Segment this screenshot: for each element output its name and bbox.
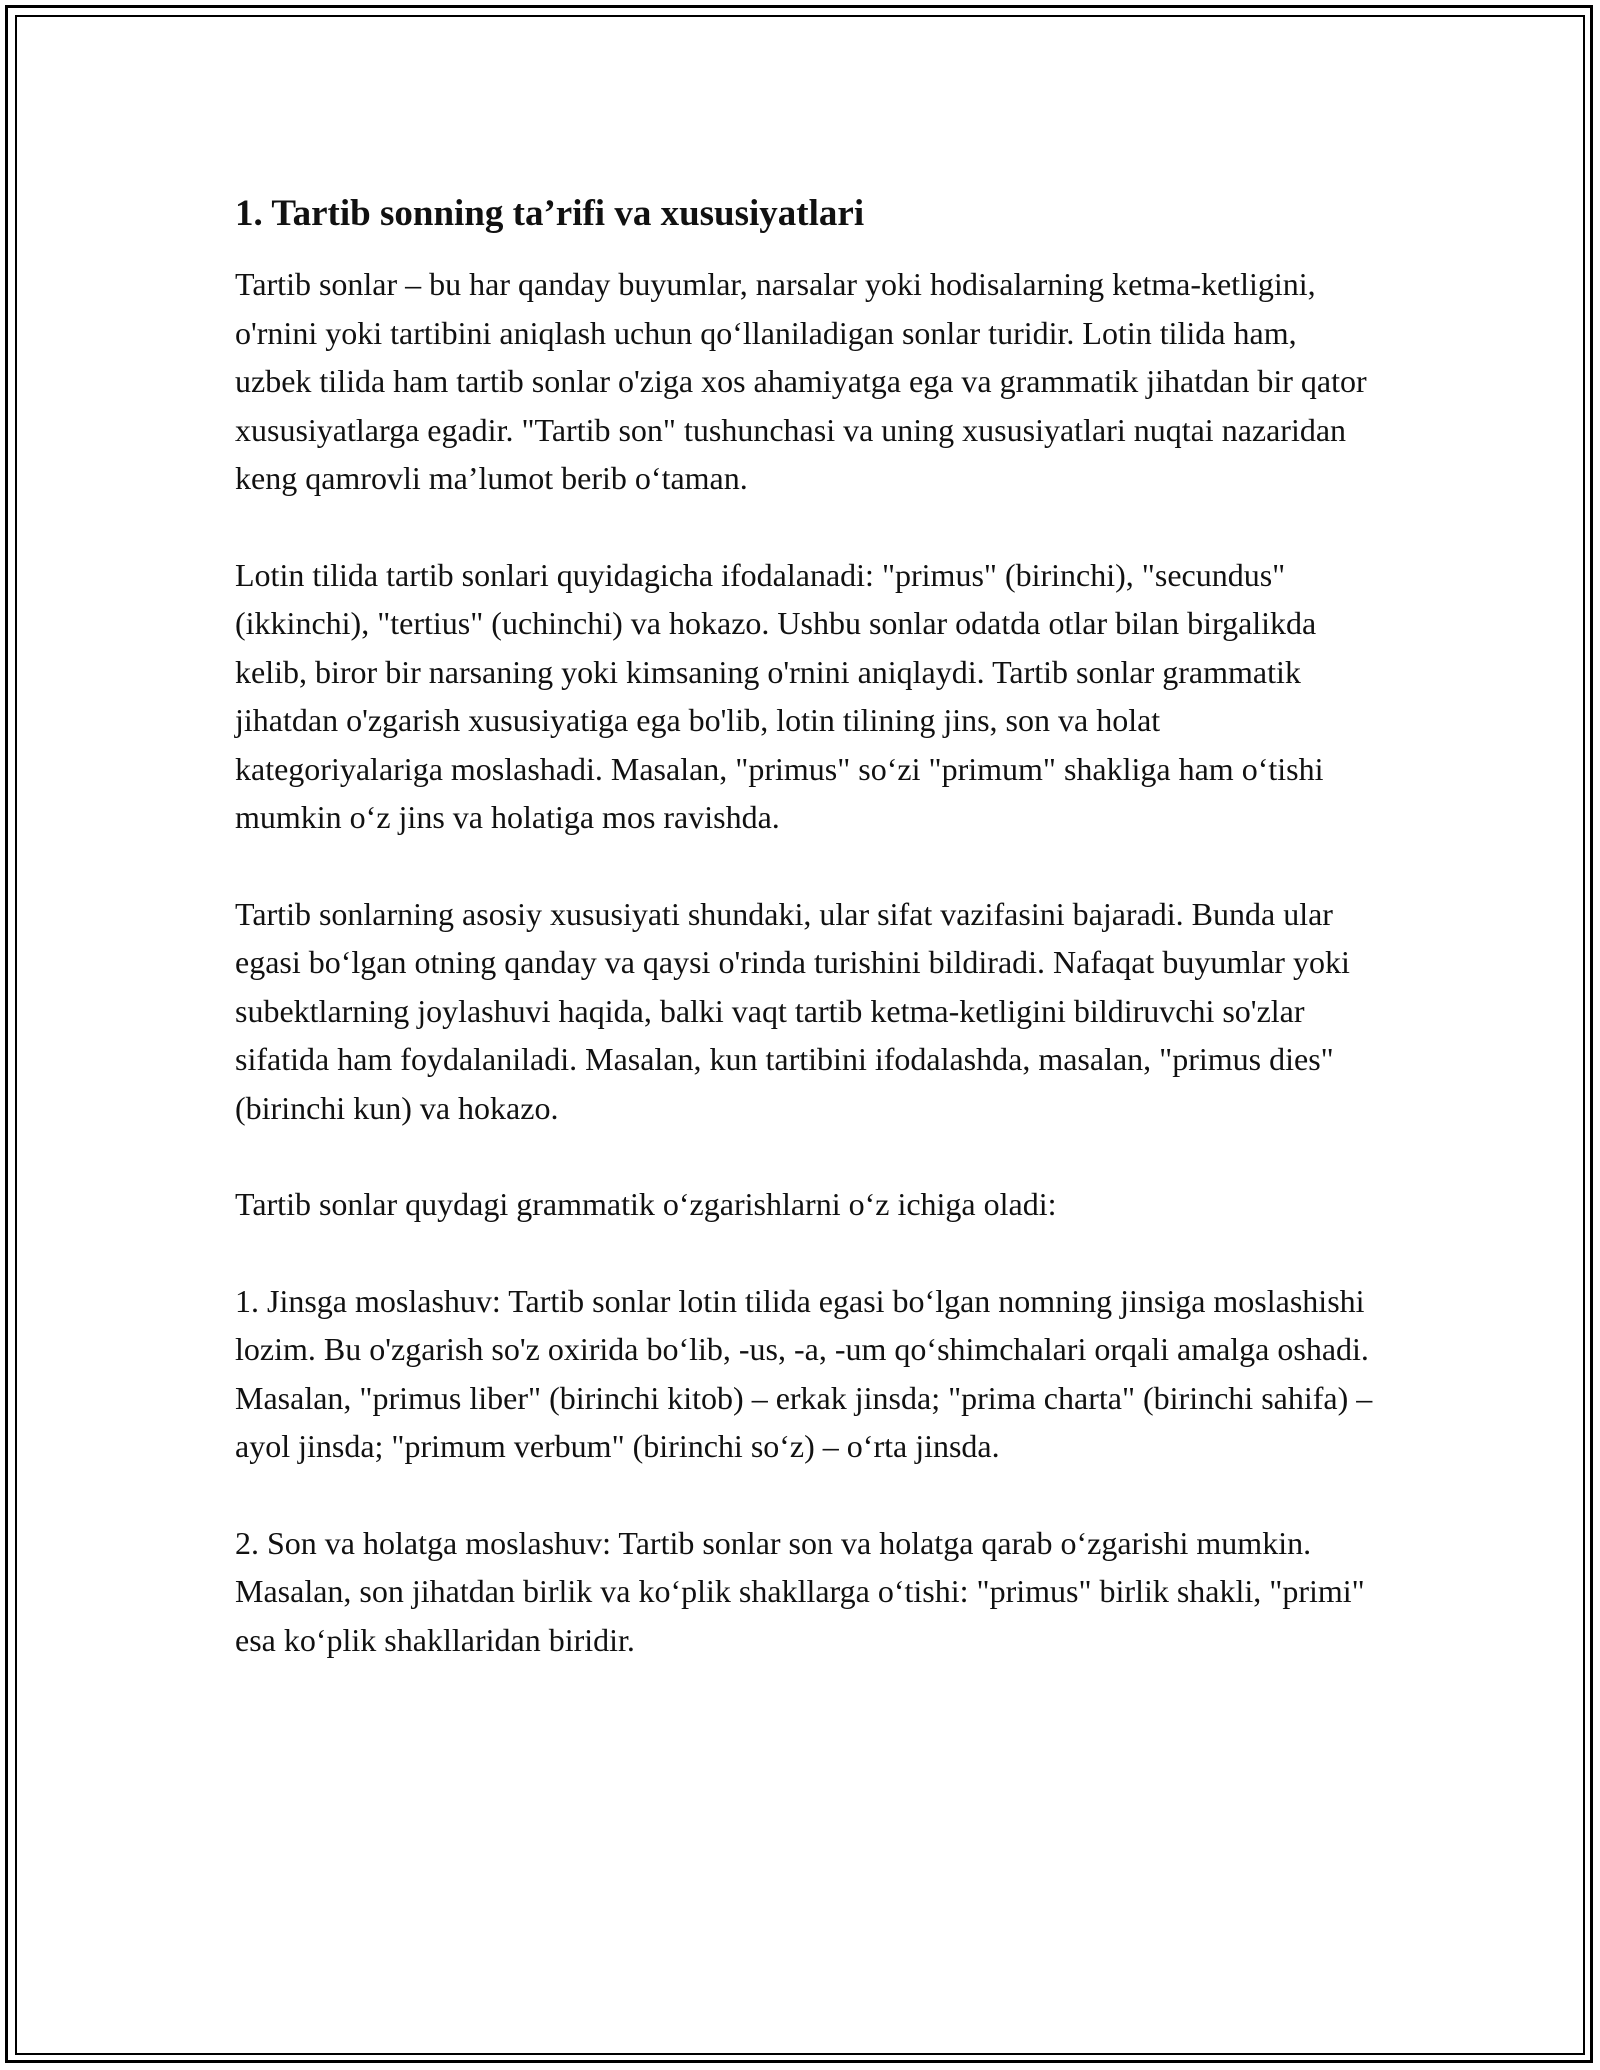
paragraph-main-property: Tartib sonlarning asosiy xususiyati shundaki, ular sifat vazifasini bajaradi. Bunda ular egasi boʻlgan otning qanday va qaysi o'rinda turishini bildiradi. Nafaqat buyumlar yoki subektlarning joylashuvi haqida, balki vaqt tartib ketma-ketligini bildiruvchi so'zlar sifatida ham foydalaniladi. Masalan, kun tartibini ifodalashda, masalan, "primus dies" (birinchi kun) va hokazo. xyxy=(235,895,1350,1126)
paragraph-definition: Tartib sonlar – bu har qanday buyumlar, narsalar yoki hodisalarning ketma-ketligini, o'rnini yoki tartibini aniqlash uchun qoʻllaniladigan sonlar turidir. Lotin tilida ham, uzbek tilida ham tartib sonlar o'ziga xos ahamiyatga ega va grammatik jihatdan bir qator xususiyatlarga egadir. "Tartib son" tushunchasi va uning xususiyatlari nuqtai nazaridan keng qamrovli ma’lumot berib oʻtaman. xyxy=(235,266,1367,496)
document-body xyxy=(235,188,1375,1712)
section-heading: 1. Tartib sonning ta’rifi va xususiyatlari xyxy=(235,193,865,234)
paragraph-latin-forms: Lotin tilida tartib sonlari quyidagicha ifodalanadi: "primus" (birinchi), "secundus" (ikkinchi), "tertius" (uchinchi) va hokazo. Ushbu sonlar odatda otlar bilan birgalikda kelib, biror bir narsaning yoki kimsaning o'rnini aniqlaydi. Tartib sonlar grammatik jihatdan o'zgarish xususiyatiga ega bo'lib, lotin tilining jins, son va holat kategoriyalariga moslashadi. Masalan, "primus" soʻzi "primum" shakliga ham oʻtishi mumkin oʻz jins va holatiga mos ravishda. xyxy=(235,556,1324,835)
list-item-gender-agreement: 1. Jinsga moslashuv: Tartib sonlar lotin tilida egasi boʻlgan nomning jinsiga moslashishi lozim. Bu o'zgarish so'z oxirida boʻlib, -us, -a, -um qoʻshimchalari orqali amalga oshadi. Masalan, "primus liber" (birinchi kitob) – erkak jinsda; "prima charta" (birinchi sahifa) – ayol jinsda; "primum verbum" (birinchi soʻz) – oʻrta jinsda. xyxy=(235,1282,1373,1464)
list-item-number-case-agreement: 2. Son va holatga moslashuv: Tartib sonlar son va holatga qarab oʻzgarishi mumkin. Masalan, son jihatdan birlik va koʻplik shakllarga oʻtishi: "primus" birlik shakli, "primi" esa koʻplik shakllaridan biridir. xyxy=(235,1524,1365,1658)
paragraph-changes-intro: Tartib sonlar quydagi grammatik oʻzgarishlarni oʻz ichiga oladi: xyxy=(235,1186,1057,1222)
